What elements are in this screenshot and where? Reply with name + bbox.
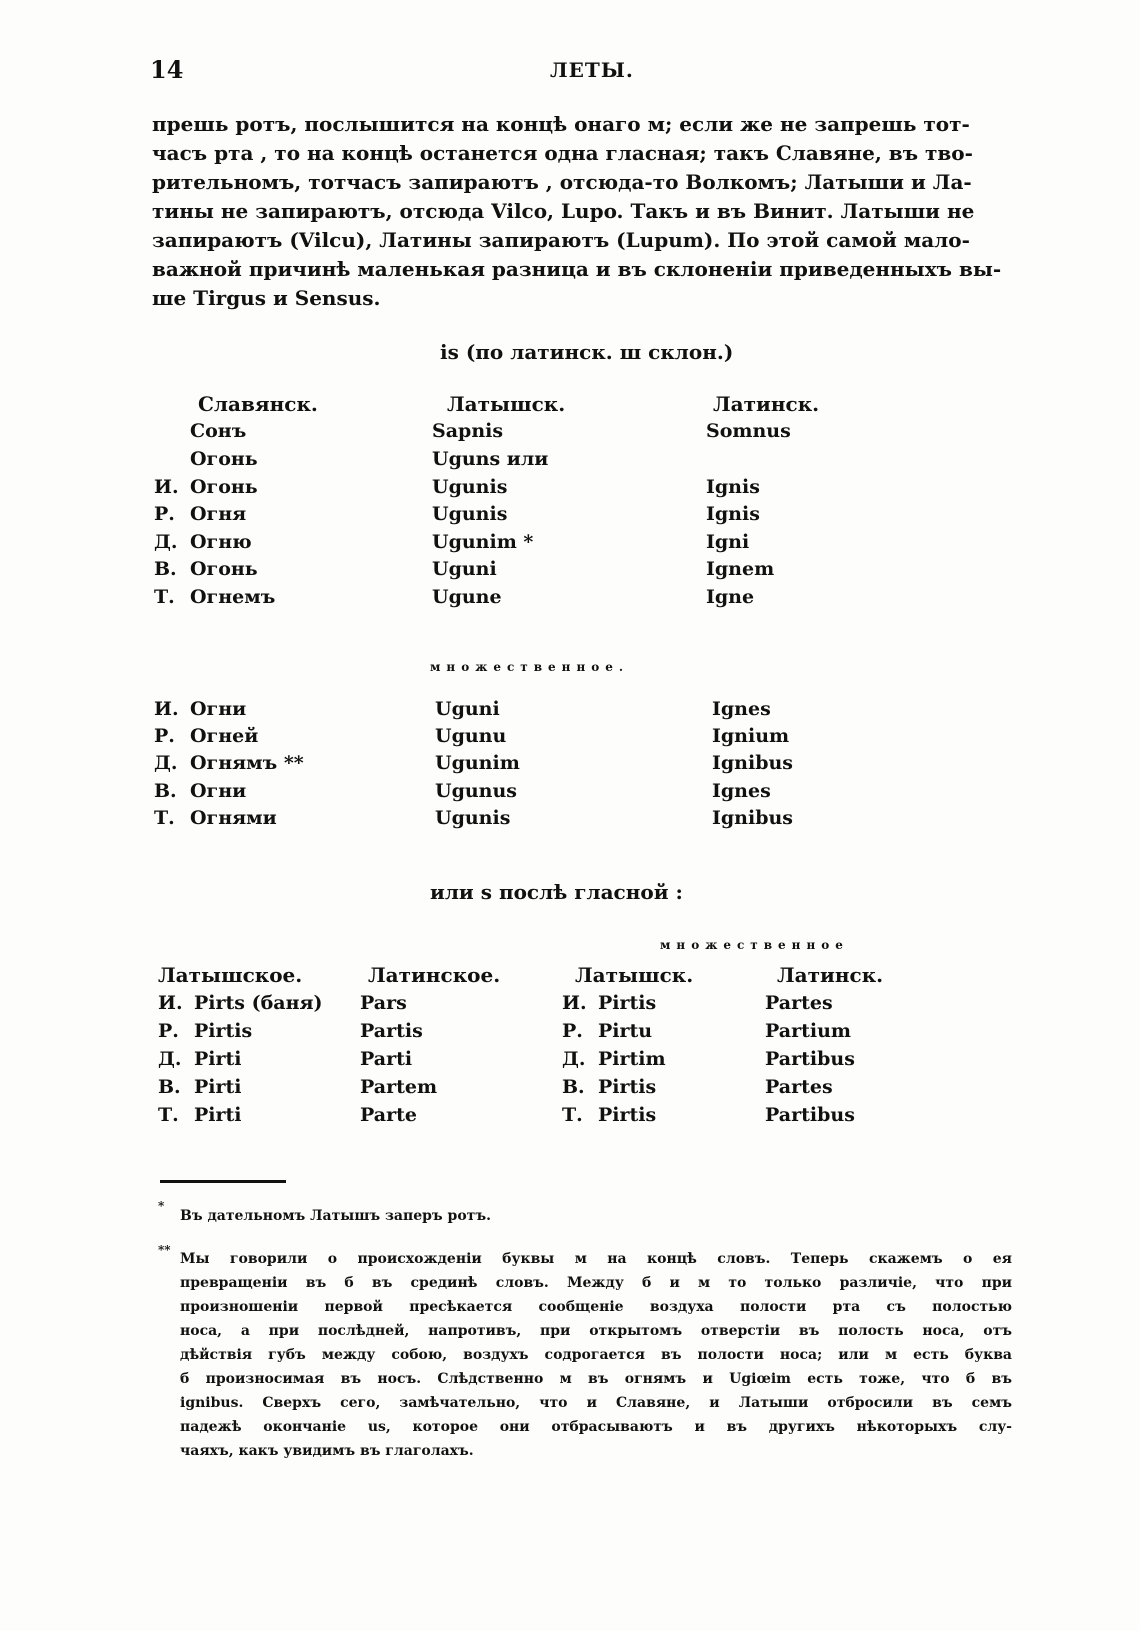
slavic-form: Огни	[190, 698, 247, 720]
header-latvian: Латышск.	[447, 392, 566, 416]
latvian-form: Ugunis	[435, 807, 511, 829]
footnote-line: б произносимая въ носъ. Слѣдственно м въ огнямъ и Ugiœim есть тоже, что б въ	[180, 1371, 1012, 1387]
latvian-sing-form: Pirti	[194, 1104, 242, 1126]
latvian-plur-form: Pirtis	[598, 1104, 657, 1126]
latin-plur-form: Partibus	[765, 1048, 855, 1070]
slavic-form: Огнями	[190, 807, 277, 829]
slavic-form: Сонъ	[190, 420, 247, 442]
latvian-form: Ugunim *	[432, 531, 534, 553]
latvian-plur-form: Pirtu	[598, 1020, 653, 1042]
case-label: И.	[154, 698, 179, 720]
paragraph-line: важной причинѣ маленькая разница и въ склоненіи приведенныхъ вы-	[152, 257, 1002, 281]
case-label: В.	[154, 558, 177, 580]
footnote-1: Въ дательномъ Латышъ заперъ ротъ.	[180, 1208, 491, 1224]
slavic-form: Огнямъ **	[190, 752, 304, 774]
case-label: Т.	[154, 807, 175, 829]
header-latvian-sing: Латышское.	[158, 963, 303, 987]
latin-form: Ignis	[706, 476, 760, 498]
plural1-caption: множественное.	[430, 660, 630, 674]
latin-plur-form: Partibus	[765, 1104, 855, 1126]
footnote-line: дѣйствія губъ между собою, воздухъ содрогается въ полости носа; или м есть буква	[180, 1347, 1012, 1363]
case-label: И.	[158, 992, 183, 1014]
footnote-line: падежѣ окончаніе us, которое они отбрасываютъ и въ другихъ нѣкоторыхъ слу-	[180, 1419, 1012, 1435]
latvian-form: Ugunu	[435, 725, 507, 747]
latvian-form: Ugunus	[435, 780, 517, 802]
latvian-form: Ugunim	[435, 752, 520, 774]
footnote-rule	[160, 1180, 286, 1183]
paragraph-line: рительномъ, тотчасъ запираютъ , отсюда-то Волкомъ; Латыши и Ла-	[152, 170, 972, 194]
latin-form: Ignium	[712, 725, 790, 747]
latvian-form: Uguns или	[432, 448, 549, 470]
case-label: Д.	[158, 1048, 182, 1070]
latin-form: Ignes	[712, 698, 771, 720]
header-latin-sing: Латинское.	[368, 963, 501, 987]
latin-plur-form: Partium	[765, 1020, 852, 1042]
body-paragraph	[152, 110, 1002, 313]
footnote-line: носа, а при послѣдней, напротивъ, при открытомъ отверстіи въ полость носа, отъ	[180, 1323, 1012, 1339]
latin-form: Ignibus	[712, 752, 794, 774]
slavic-form: Огней	[190, 725, 259, 747]
footnote-line: Мы говорили о происхожденіи буквы м на концѣ словъ. Теперь скажемъ о ея	[180, 1251, 1012, 1267]
section1-caption: is (по латинск. ш склон.)	[440, 340, 734, 364]
slavic-form: Огонь	[190, 476, 258, 498]
latvian-form: Ugune	[432, 586, 502, 608]
case-label: В.	[154, 780, 177, 802]
case-label: Т.	[158, 1104, 179, 1126]
latin-sing-form: Partis	[360, 1020, 423, 1042]
case-label: Д.	[154, 531, 178, 553]
latvian-sing-form: Pirti	[194, 1076, 242, 1098]
latin-form: Ignes	[712, 780, 771, 802]
latvian-sing-form: Pirtis	[194, 1020, 253, 1042]
paragraph-line: часъ рта , то на концѣ останется одна гласная; такъ Славяне, въ тво-	[152, 141, 973, 165]
latin-sing-form: Parti	[360, 1048, 413, 1070]
footnote-line: произношеніи первой пресѣкается сообщеніе воздуха полости рта съ полостью	[180, 1299, 1012, 1315]
latin-form: Ignis	[706, 503, 760, 525]
latin-sing-form: Pars	[360, 992, 407, 1014]
latvian-form: Ugunis	[432, 503, 508, 525]
footnote1-mark: *	[158, 1199, 165, 1213]
case-label-plural: В.	[562, 1076, 585, 1098]
case-label-plural: И.	[562, 992, 587, 1014]
case-label: Р.	[154, 725, 175, 747]
case-label: В.	[158, 1076, 181, 1098]
slavic-form: Огонь	[190, 448, 258, 470]
latvian-form: Uguni	[432, 558, 497, 580]
paragraph-line: запираютъ (Vilcu), Латины запираютъ (Lupum). По этой самой мало-	[152, 228, 970, 252]
case-label-plural: Т.	[562, 1104, 583, 1126]
footnote-line: превращеніи въ б въ срединѣ словъ. Между б и м то только различіе, что при	[180, 1275, 1012, 1291]
latin-form: Igni	[706, 531, 750, 553]
latin-form: Igne	[706, 586, 755, 608]
running-title: ЛЕТЫ.	[550, 58, 634, 82]
slavic-form: Огня	[190, 503, 247, 525]
latin-plur-form: Partes	[765, 1076, 833, 1098]
latin-plur-form: Partes	[765, 992, 833, 1014]
footnote-line: ignibus. Сверхъ сего, замѣчательно, что и Славяне, и Латыши отбросили въ семъ	[180, 1395, 1012, 1411]
latin-sing-form: Partem	[360, 1076, 438, 1098]
latvian-form: Sapnis	[432, 420, 504, 442]
paragraph-line: прешь ротъ, послышится на концѣ онаго м; если же не запрешь тот-	[152, 112, 970, 136]
case-label: Р.	[154, 503, 175, 525]
paragraph-line: тины не запираютъ, отсюда Vilco, Lupo. Такъ и въ Винит. Латыши не	[152, 199, 975, 223]
latvian-form: Uguni	[435, 698, 500, 720]
section2-caption: или s послѣ гласной :	[430, 880, 683, 904]
slavic-form: Огнемъ	[190, 586, 276, 608]
latvian-form: Ugunis	[432, 476, 508, 498]
latvian-plur-form: Pirtis	[598, 992, 657, 1014]
latin-form: Ignibus	[712, 807, 794, 829]
case-label: Д.	[154, 752, 178, 774]
paragraph-line: ше Tirgus и Sensus.	[152, 286, 381, 310]
header-latin: Латинск.	[713, 392, 820, 416]
header-latin-plur: Латинск.	[777, 963, 884, 987]
latvian-sing-form: Pirts (баня)	[194, 992, 323, 1014]
footnote-line: чаяхъ, какъ увидимъ въ глаголахъ.	[180, 1443, 474, 1459]
case-label: Т.	[154, 586, 175, 608]
case-label: И.	[154, 476, 179, 498]
latin-form: Ignem	[706, 558, 775, 580]
latin-form: Somnus	[706, 420, 791, 442]
latvian-sing-form: Pirti	[194, 1048, 242, 1070]
latin-sing-form: Parte	[360, 1104, 417, 1126]
page-number: 14	[150, 55, 184, 84]
case-label: Р.	[158, 1020, 179, 1042]
case-label-plural: Р.	[562, 1020, 583, 1042]
slavic-form: Огни	[190, 780, 247, 802]
header-slavic: Славянск.	[198, 392, 318, 416]
header-latvian-plur: Латышск.	[575, 963, 694, 987]
plural2-caption: множественное	[660, 938, 849, 952]
footnote2-mark: **	[158, 1243, 171, 1257]
footnote-2	[180, 1247, 1012, 1463]
slavic-form: Огонь	[190, 558, 258, 580]
latvian-plur-form: Pirtim	[598, 1048, 666, 1070]
latvian-plur-form: Pirtis	[598, 1076, 657, 1098]
slavic-form: Огню	[190, 531, 252, 553]
case-label-plural: Д.	[562, 1048, 586, 1070]
